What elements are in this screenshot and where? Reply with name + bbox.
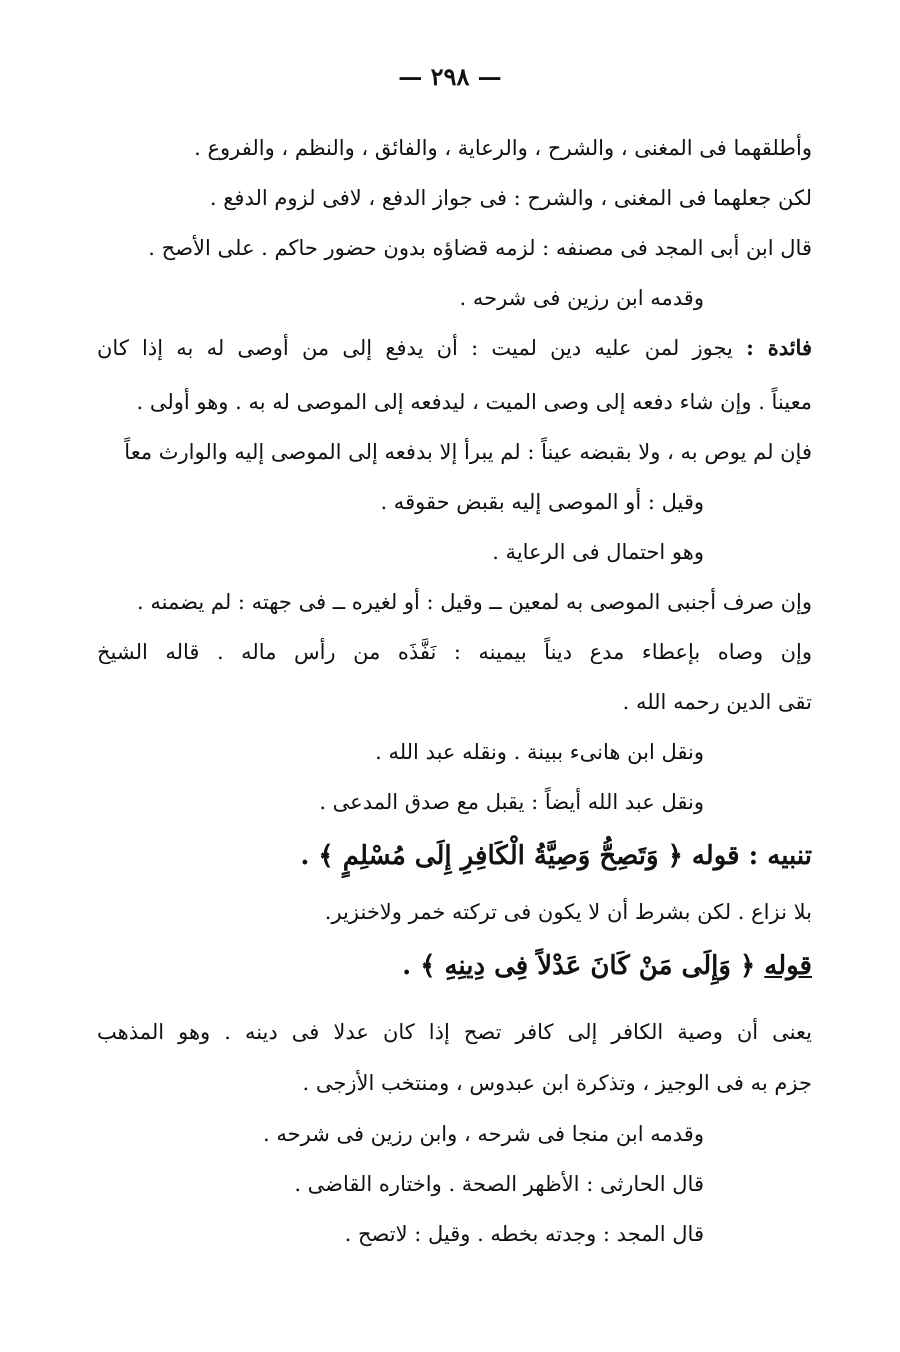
text-line: لكن جعلهما فى المغنى ، والشرح : فى جواز الدفع ، لافى لزوم الدفع . [209,186,812,210]
quran-quote: قوله ﴿ وَتَصِحُّ وَصِيَّةُ الْكَافِرِ إِلَى مُسْلِمٍ ﴾ . [300,841,749,871]
text-line: تقى الدين رحمه الله . [622,690,812,714]
text-line: قال ابن أبى المجد فى مصنفه : لزمه قضاؤه بدون حضور حاكم . على الأصح . [148,236,812,260]
text-line: ونقل ابن هانىء ببينة . ونقله عبد الله . [375,740,704,764]
note-label: فائدة : [746,335,812,360]
text-line: قال المجد : وجدته بخطه . وقيل : لاتصح . [344,1222,704,1246]
text-line: معيناً . وإن شاء دفعه إلى وصى الميت ، ليدفعه إلى الموصى له به . وهو أولى . [136,390,812,414]
text-line: ونقل عبد الله أيضاً : يقبل مع صدق المدعى . [319,790,704,814]
text-line: فإن لم يوص به ، ولا بقبضه عيناً : لم يبرأ إلا بدفعه إلى الموصى إليه والوارث معاً [124,440,812,464]
note-text: يجوز لمن عليه دين لميت : أن يدفع إلى من أوصى له به إذا كان [97,336,747,360]
text-line: وأطلقهما فى المغنى ، والشرح ، والرعاية ، والفائق ، والنظم ، والفروع . [194,136,812,160]
heading-label: قوله [764,951,812,981]
text-line: وإن صرف أجنبى الموصى به لمعين ــ وقيل : أو لغيره ــ فى جهته : لم يضمنه . [137,590,812,614]
text-line: جزم به فى الوجيز ، وتذكرة ابن عبدوس ، ومنتخب الأزجى . [302,1071,812,1095]
text-line: وقدمه ابن رزين فى شرحه . [459,286,704,310]
text-line: قال الحارثى : الأظهر الصحة . واختاره القاضى . [294,1172,704,1196]
heading-label: تنبيه : [748,841,812,871]
text-line: وقيل : أو الموصى إليه بقبض حقوقه . [380,490,704,514]
note-line [97,333,812,363]
heading-line [97,946,812,986]
text-line: وإن وصاه بإعطاء مدع ديناً بيمينه : نَفَّذَه من رأس ماله . قاله الشيخ [97,640,812,664]
text-line: وقدمه ابن منجا فى شرحه ، وابن رزين فى شرحه . [263,1122,704,1146]
text-line: وهو احتمال فى الرعاية . [492,540,704,564]
page-number: — ٢٩٨ — [398,62,502,91]
quran-quote: ﴿ وَإِلَى مَنْ كَانَ عَدْلاً فِى دِينِهِ ﴾ . [402,951,765,981]
text-line: بلا نزاع . لكن بشرط أن لا يكون فى تركته خمر ولاخنزير. [324,900,812,924]
text-line: يعنى أن وصية الكافر إلى كافر تصح إذا كان عدلا فى دينه . وهو المذهب [97,1020,812,1044]
heading-line [97,836,812,876]
